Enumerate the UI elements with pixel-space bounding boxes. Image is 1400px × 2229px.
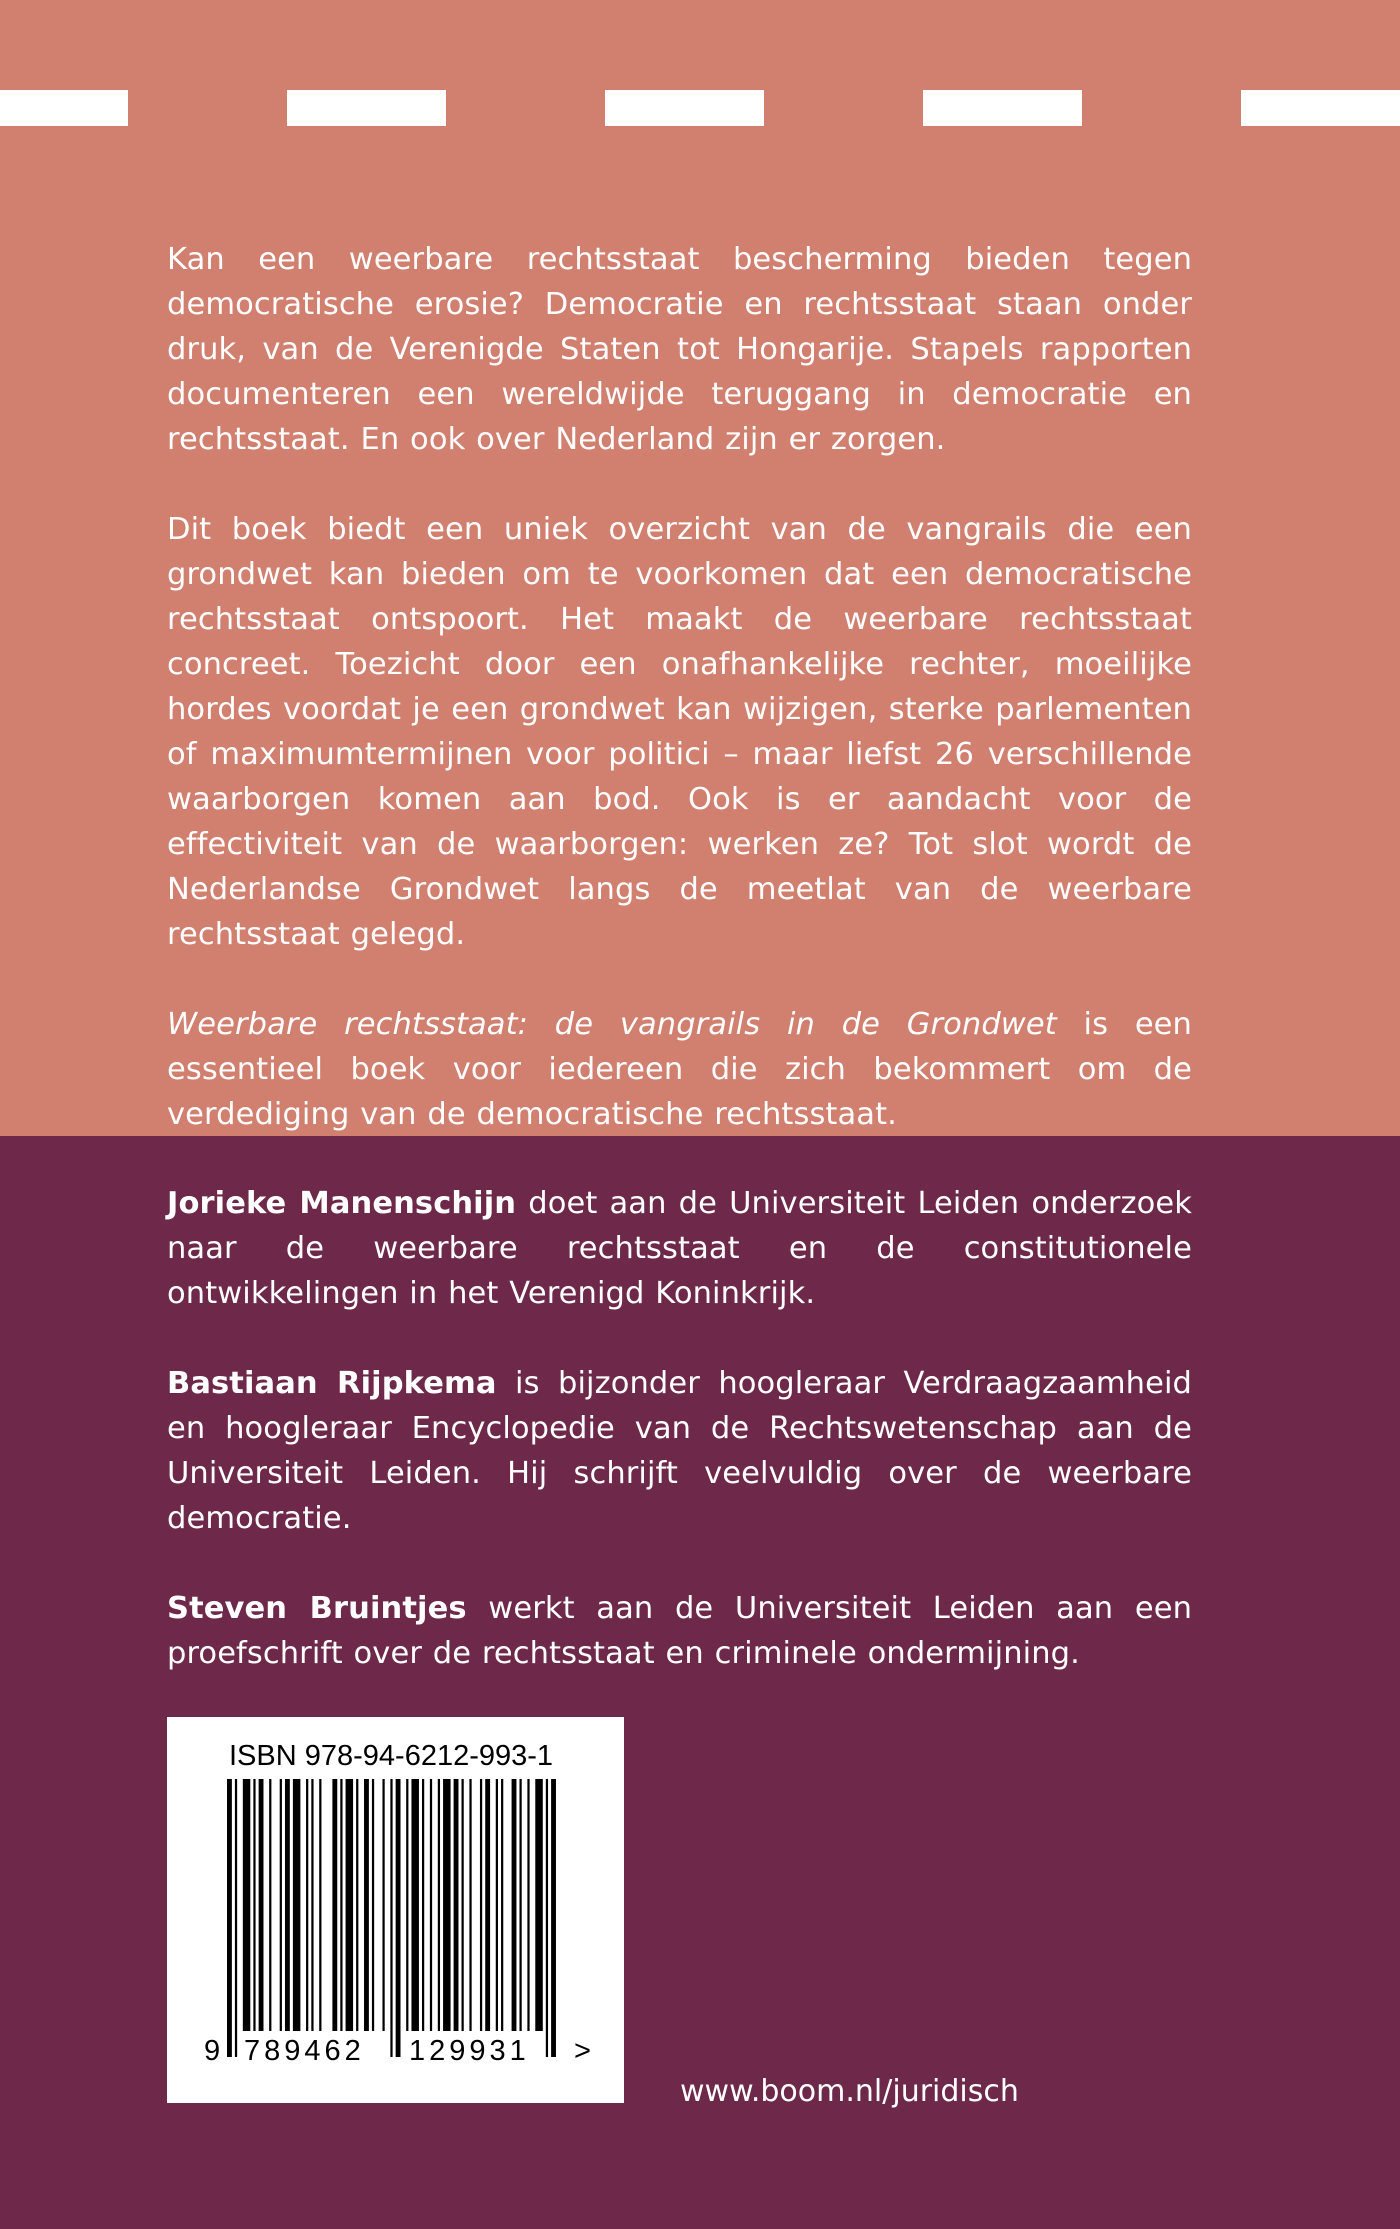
barcode-bar	[243, 1779, 251, 2031]
description-paragraph-3-text: is een essentieel boek voor iedereen die zich bekommert om de verdediging van de democratische rechtsstaat.	[167, 1007, 1192, 1132]
barcode-bar	[253, 1779, 255, 2031]
author-bio	[167, 1586, 1192, 1676]
author-bio-text: werkt aan de Universiteit Leiden aan een proefschrift over de rechtsstaat en criminele ondermijning.	[167, 1591, 1192, 1671]
barcode-bar	[396, 1779, 401, 2057]
barcode-bar	[485, 1779, 490, 2031]
isbn-label: ISBN 978-94-6212-993-1	[229, 1740, 554, 1772]
barcode-bar	[319, 1779, 321, 2031]
decorative-dash	[0, 90, 128, 126]
barcode-digits-right: 129931	[409, 2035, 530, 2067]
barcode-bar	[364, 1779, 369, 2031]
barcode-bar	[235, 1779, 237, 2057]
barcode-bar	[443, 1779, 451, 2031]
barcode-bar	[311, 1779, 313, 2031]
barcode-digits-left: 789462	[244, 2035, 365, 2067]
barcode-bar	[512, 1779, 517, 2031]
barcode-bar	[422, 1779, 424, 2031]
author-bio	[167, 1181, 1192, 1316]
barcode-bar	[306, 1779, 308, 2031]
barcode-bar	[332, 1779, 337, 2031]
barcode-bar	[285, 1779, 290, 2031]
author-name: Jorieke Manenschijn	[167, 1186, 517, 1221]
barcode-bars	[227, 1779, 559, 2057]
barcode-bar	[501, 1779, 503, 2031]
book-title: Weerbare rechtsstaat: de vangrails in de Grondwet	[167, 1007, 1057, 1042]
book-description	[167, 237, 1192, 1137]
author-bios	[167, 1181, 1192, 1676]
barcode-bar	[462, 1779, 464, 2031]
barcode-bar	[519, 1779, 521, 2031]
barcode-digits	[202, 2033, 612, 2073]
barcode-bar	[430, 1779, 432, 2031]
decorative-dash	[1241, 90, 1400, 126]
decorative-dash	[923, 90, 1082, 126]
description-paragraph-1: Kan een weerbare rechtsstaat bescherming bieden tegen democratische erosie? Democratie en rechtsstaat staan onder druk, van de Verenigde Staten tot Hongarije. Stapels rapporten documenteren een wereldwijde teruggang in democratie en rechtsstaat. En ook over Nederland zijn er zorgen.	[167, 242, 1192, 457]
barcode-bar	[382, 1779, 384, 2031]
author-bio-text: is bijzonder hoogleraar Verdraagzaamheid en hoogleraar Encyclopedie van de Rechtswetenschap aan de Universiteit Leiden. Hij schrijft veelvuldig over de weerbare democratie.	[167, 1366, 1192, 1536]
barcode-bar	[390, 1779, 392, 2057]
description-paragraph-2: Dit boek biedt een uniek overzicht van de vangrails die een grondwet kan bieden om te voorkomen dat een democratische rechtsstaat ontspoort. Het maakt de weerbare rechtsstaat concreet. Toezicht door een onafhankelijke rechter, moeilijke hordes voordat je een grondwet kan wijzigen, sterke parlementen of maximumtermijnen voor politici – maar liefst 26 verschillende waarborgen komen aan bod. Ook is er aandacht voor de effectiviteit van de waarborgen: werken ze? Tot slot wordt de Nederlandse Grondwet langs de meetlat van de weerbare rechtsstaat gelegd.	[167, 512, 1192, 952]
barcode-bar	[480, 1779, 482, 2031]
barcode-quiet-mark: >	[574, 2035, 591, 2067]
barcode-bar	[227, 1779, 232, 2057]
barcode-bar	[259, 1779, 264, 2031]
website-url: www.boom.nl/juridisch	[680, 2074, 1019, 2109]
barcode-bar	[356, 1779, 358, 2031]
barcode-bar	[546, 1779, 548, 2057]
decorative-dash	[605, 90, 764, 126]
barcode-digit-first: 9	[204, 2035, 221, 2067]
author-bio-text: doet aan de Universiteit Leiden onderzoek naar de weerbare rechtsstaat en de constitutionele ontwikkelingen in het Verenigd Koninkrijk.	[167, 1186, 1192, 1311]
barcode-bar	[496, 1779, 498, 2031]
barcode-bar	[346, 1779, 354, 2031]
barcode-bar	[293, 1779, 301, 2031]
author-name: Steven Bruintjes	[167, 1591, 467, 1626]
barcode-bar	[551, 1779, 556, 2057]
barcode-bar	[411, 1779, 419, 2031]
barcode-bar	[372, 1779, 374, 2031]
barcode-bar	[340, 1779, 342, 2031]
barcode-bar	[527, 1779, 529, 2031]
isbn-barcode	[167, 1717, 624, 2103]
barcode-bar	[406, 1779, 408, 2031]
author-name: Bastiaan Rijpkema	[167, 1366, 497, 1401]
barcode-bar	[454, 1779, 459, 2031]
author-bio	[167, 1361, 1192, 1541]
description-paragraph-3	[167, 1002, 1192, 1137]
barcode-bar	[469, 1779, 471, 2031]
barcode-bar	[535, 1779, 543, 2031]
decorative-dash	[287, 90, 446, 126]
barcode-bar	[269, 1779, 271, 2031]
barcode-bar	[280, 1779, 282, 2031]
barcode-bar	[438, 1779, 440, 2031]
